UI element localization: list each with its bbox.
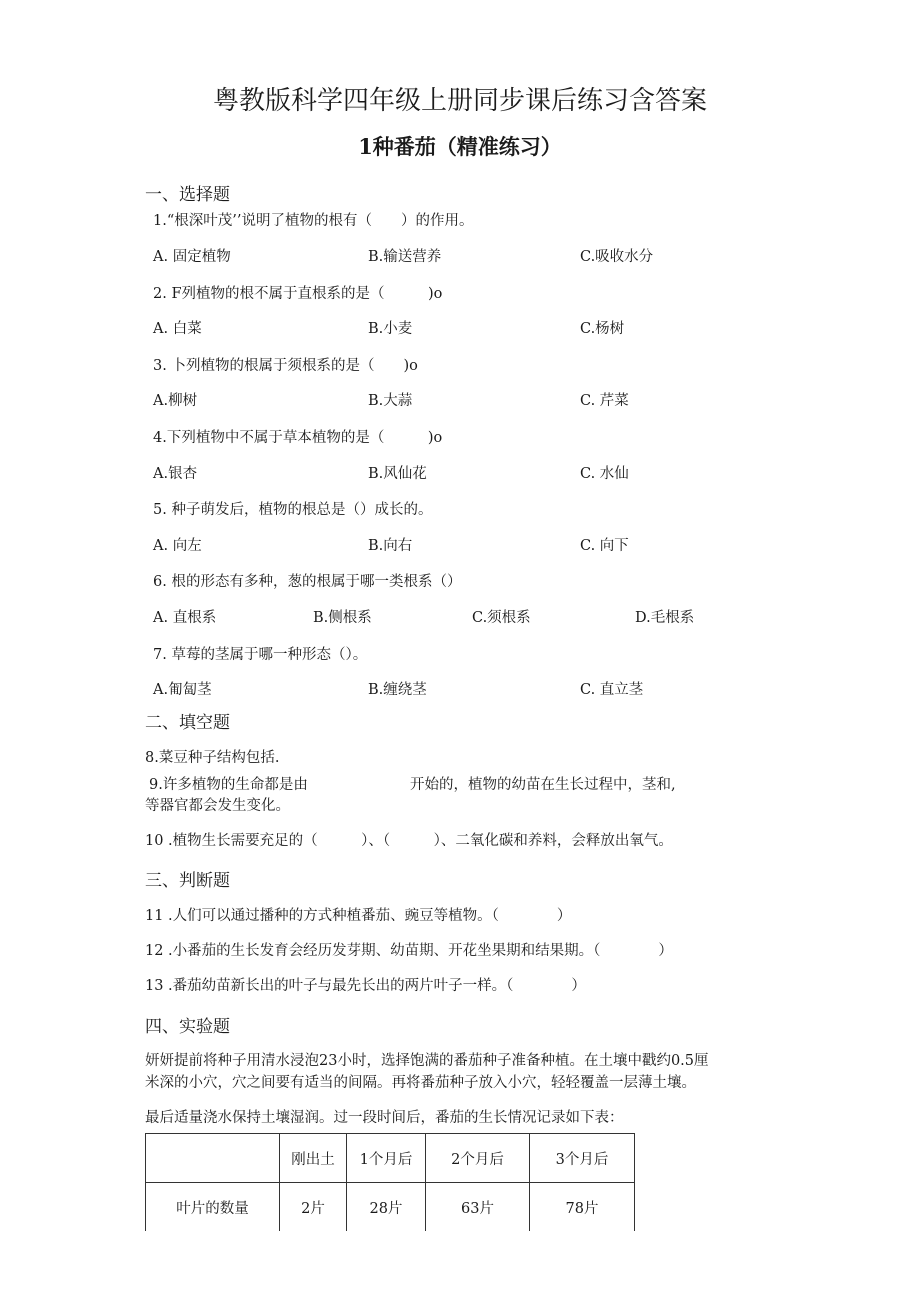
question-option: B.大蒜 bbox=[368, 393, 413, 409]
question-option: A. 直根系 bbox=[153, 610, 217, 626]
table-header-cell bbox=[146, 1134, 280, 1183]
fill-question: 等器官都会发生变化。 bbox=[145, 798, 290, 814]
experiment-paragraph: 妍妍提前将种子用清水浸泡23小时，选择饱满的番茄种子准备种植。在土壤中戳约0.5厘 bbox=[145, 1053, 709, 1069]
growth-record-table bbox=[145, 1133, 635, 1231]
judge-question: 12 .小番茄的生长发育会经历发芽期、幼苗期、开花坐果期和结果期。（ ） bbox=[145, 943, 673, 959]
document-subtitle: 1种番茄（精准练习） bbox=[358, 134, 562, 159]
experiment-paragraph: 米深的小穴，穴之间要有适当的间隔。再将番茄种子放入小穴，轻轻覆盖一层薄土壤。 bbox=[145, 1075, 696, 1091]
question-option: B.侧根系 bbox=[313, 610, 372, 626]
question-option: A. 固定植物 bbox=[153, 249, 231, 265]
table-cell: 叶片的数量 bbox=[146, 1183, 280, 1232]
question-option: C. 芹菜 bbox=[580, 393, 629, 409]
question-option: B.风仙花 bbox=[368, 466, 427, 482]
question-stem: 1.“根深叶茂’’说明了植物的根有（ ）的作用。 bbox=[153, 213, 474, 229]
question-option: A.柳树 bbox=[153, 393, 198, 409]
question-option: C.杨树 bbox=[580, 321, 625, 337]
fill-question: 开始的，植物的幼苗在生长过程中，茎和, bbox=[410, 777, 676, 793]
question-option: A. 向左 bbox=[153, 538, 202, 554]
section-heading-judge: 三、判断题 bbox=[145, 871, 230, 891]
table-cell: 2片 bbox=[280, 1183, 347, 1232]
table-row bbox=[146, 1183, 635, 1232]
experiment-paragraph: 最后适量浇水保持土壤湿润。过一段时间后，番茄的生长情况记录如下表： bbox=[145, 1110, 624, 1126]
fill-question: 10 .植物生长需要充足的（ ）、（ ）、二氧化碳和养料，会释放出氧气。 bbox=[145, 833, 673, 849]
question-option: B.输送营养 bbox=[368, 249, 442, 265]
question-stem: 7. 草莓的茎属于哪一种形态（）。 bbox=[153, 647, 368, 663]
fill-question: 8.菜豆种子结构包括. bbox=[145, 750, 280, 766]
section-heading-choice: 一、选择题 bbox=[145, 185, 230, 205]
question-stem: 3. 卜列植物的根属于须根系的是（ )o bbox=[153, 358, 418, 374]
judge-question: 11 .人们可以通过播种的方式种植番茄、豌豆等植物。（ ） bbox=[145, 908, 572, 924]
question-option: B.缠绕茎 bbox=[368, 682, 427, 698]
table-header-cell: 1个月后 bbox=[347, 1134, 426, 1183]
question-option: A.匍匐茎 bbox=[153, 682, 212, 698]
table-cell: 63片 bbox=[426, 1183, 530, 1232]
table-cell: 78片 bbox=[530, 1183, 635, 1232]
document-title: 粤教版科学四年级上册同步课后练习含答案 bbox=[212, 86, 707, 116]
section-heading-fill: 二、填空题 bbox=[145, 713, 230, 733]
table-header-cell: 刚出土 bbox=[280, 1134, 347, 1183]
table-header-row bbox=[146, 1134, 635, 1183]
question-option: B.向右 bbox=[368, 538, 413, 554]
question-stem: 5. 种子萌发后，植物的根总是（）成长的。 bbox=[153, 502, 433, 518]
question-option: C. 水仙 bbox=[580, 466, 629, 482]
question-option: C.须根系 bbox=[472, 610, 531, 626]
question-option: D.毛根系 bbox=[635, 610, 695, 626]
question-option: B.小麦 bbox=[368, 321, 413, 337]
question-stem: 4.下列植物中不属于草本植物的是（ )o bbox=[153, 430, 443, 446]
question-option: C. 直立茎 bbox=[580, 682, 644, 698]
question-option: C. 向下 bbox=[580, 538, 629, 554]
judge-question: 13 .番茄幼苗新长出的叶子与最先长出的两片叶子一样。（ ） bbox=[145, 978, 586, 994]
table-cell: 28片 bbox=[347, 1183, 426, 1232]
question-stem: 2. F列植物的根不属于直根系的是（ )o bbox=[153, 286, 443, 302]
question-option: A. 白菜 bbox=[153, 321, 202, 337]
fill-question: 9.许多植物的生命都是由 bbox=[149, 777, 308, 793]
section-heading-experiment: 四、实验题 bbox=[145, 1017, 230, 1037]
question-stem: 6. 根的形态有多种，葱的根属于哪一类根系（） bbox=[153, 574, 462, 590]
question-option: A.银杏 bbox=[153, 466, 198, 482]
table-header-cell: 3个月后 bbox=[530, 1134, 635, 1183]
table-header-cell: 2个月后 bbox=[426, 1134, 530, 1183]
question-option: C.吸收水分 bbox=[580, 249, 654, 265]
